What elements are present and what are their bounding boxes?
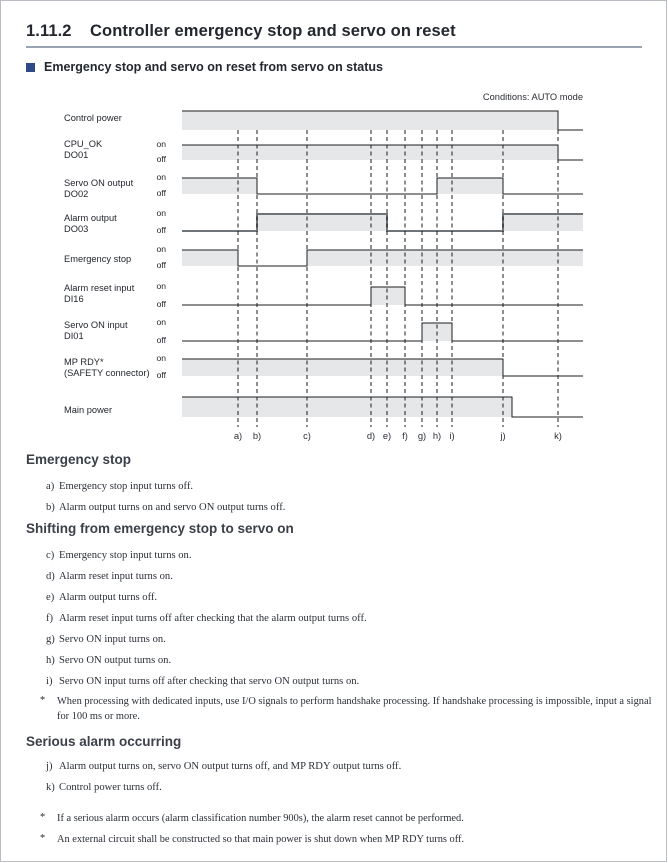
signal-name: Alarm reset input [64,283,135,293]
signal-name: Main power [64,405,113,415]
note-external-circuit-text: An external circuit shall be constructed so that main power is shut down when MP RDY turns off. [57,834,465,845]
section-heading-2: Shifting from emergency stop to servo on [26,521,294,536]
level-label-on: on [156,244,166,254]
item-marker: i) [46,676,53,687]
level-label-on: on [156,208,166,218]
item-marker: b) [46,502,55,513]
level-label-on: on [156,317,166,327]
note-handshake [40,695,657,724]
item-text: Servo ON output turns on. [59,655,172,666]
section-number: 1.11.2 [26,22,72,40]
conditions-label: Conditions: AUTO mode [482,92,583,102]
level-label-off: off [156,188,166,198]
list-item-d [46,571,173,582]
list-item-f [46,613,367,624]
item-marker: h) [46,655,55,666]
signal-sublabel: DO03 [64,224,89,234]
time-marker-c: c) [303,430,311,441]
note-star-icon: * [40,695,46,706]
level-label-on: on [156,139,166,149]
item-text: Servo ON input turns off after checking that servo ON output turns on. [59,676,360,687]
list-item-k [46,782,162,793]
signal-sublabel: DO01 [64,150,89,160]
item-text: Alarm output turns on and servo ON output turns off. [59,502,286,513]
item-text: Alarm output turns on, servo ON output turns off, and MP RDY output turns off. [59,761,402,772]
level-label-off: off [156,154,166,164]
signal-sublabel: DO02 [64,189,89,199]
signal-name: Emergency stop [64,254,132,264]
level-label-off: off [156,370,166,380]
time-marker-e: e) [382,430,392,441]
section-heading-3: Serious alarm occurring [26,734,182,749]
section-heading-1: Emergency stop [26,452,132,467]
signal-name: CPU_OK [64,139,103,149]
item-marker: j) [46,761,53,772]
item-marker: k) [46,782,55,793]
signal-name: Servo ON input [64,320,128,330]
item-text: Emergency stop input turns off. [59,481,194,492]
section-title: Controller emergency stop and servo on reset [90,22,456,40]
time-marker-k: k) [554,430,562,441]
level-label-on: on [156,172,166,182]
time-marker-i: i) [449,430,455,441]
subsection-title: Emergency stop and servo on reset from servo on status [44,60,383,74]
list-item-b [46,502,285,513]
list-item-i [46,676,359,687]
item-marker: a) [46,481,55,492]
note-external-circuit [40,833,657,848]
signal-name: Servo ON output [64,178,134,188]
signal-sublabel: DI01 [64,331,84,341]
item-text: Servo ON input turns on. [59,634,166,645]
note-handshake-text: When processing with dedicated inputs, use I/O signals to perform handshake processing. If handshake processing is impossible, input a signal for 100 ms or more. [57,696,652,722]
list-item-g [46,634,166,645]
signal-name: MP RDY* [64,357,104,367]
list-item-e [46,592,157,603]
time-marker-d: d) [366,430,376,441]
signal-name: Control power [64,113,122,123]
time-marker-h: h) [432,430,442,441]
signal-name: Alarm output [64,213,117,223]
item-marker: g) [46,634,55,645]
item-marker: c) [46,550,55,561]
note-serious-alarm-text: If a serious alarm occurs (alarm classification number 900s), the alarm reset cannot be performed. [57,813,464,824]
level-label-off: off [156,225,166,235]
item-text: Emergency stop input turns on. [59,550,192,561]
item-marker: f) [46,613,54,624]
item-text: Control power turns off. [59,782,162,793]
item-marker: e) [46,592,55,603]
item-marker: d) [46,571,55,582]
signal-sublabel: (SAFETY connector) [64,368,150,378]
time-marker-j: j) [500,430,506,441]
list-item-c [46,550,192,561]
list-item-a [46,481,193,492]
signal-sublabel: DI16 [64,294,84,304]
time-marker-a: a) [233,430,243,441]
level-label-off: off [156,260,166,270]
list-item-j [46,761,401,772]
note-serious-alarm [40,812,657,827]
level-label-off: off [156,299,166,309]
note-star-icon: * [40,833,46,844]
time-marker-f: f) [402,430,408,441]
item-text: Alarm output turns off. [59,592,158,603]
time-marker-b: b) [252,430,262,441]
level-label-on: on [156,281,166,291]
time-marker-g: g) [417,430,427,441]
note-star-icon: * [40,812,46,823]
level-label-on: on [156,353,166,363]
item-text: Alarm reset input turns on. [59,571,173,582]
item-text: Alarm reset input turns off after checking that the alarm output turns off. [59,613,367,624]
level-label-off: off [156,335,166,345]
list-item-h [46,655,171,666]
